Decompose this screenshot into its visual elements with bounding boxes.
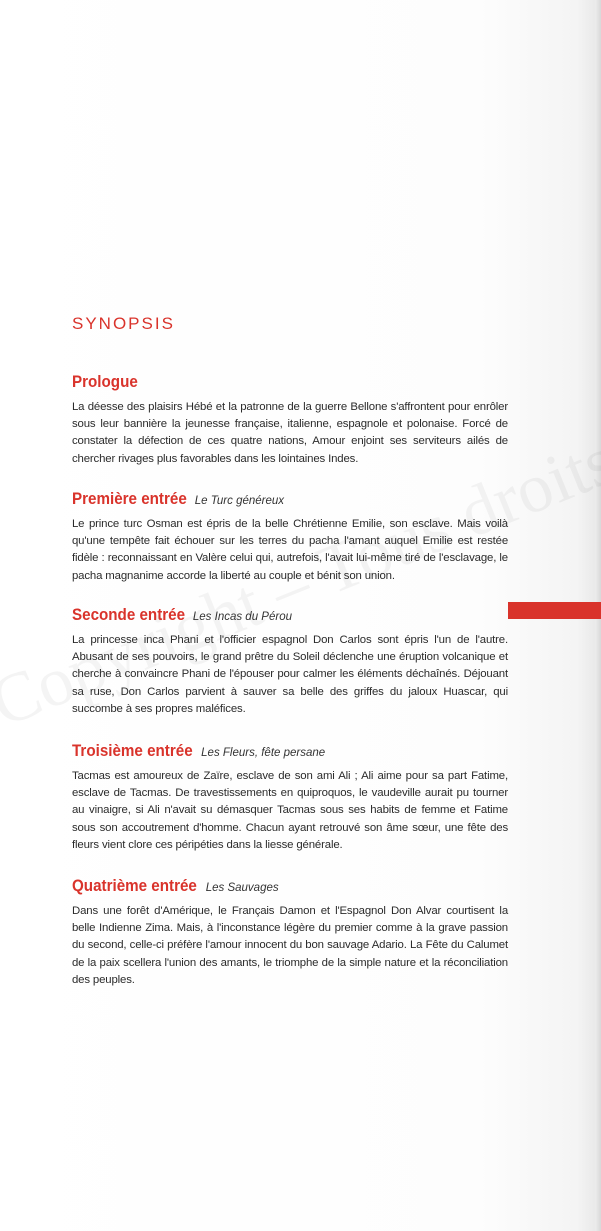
section-subtitle: Les Fleurs, fête persane <box>201 747 326 759</box>
section-heading <box>72 373 508 392</box>
section-prologue <box>72 373 508 468</box>
section-premiere-entree <box>72 490 508 585</box>
section-subtitle: Les Incas du Pérou <box>192 611 292 623</box>
section-text: Le prince turc Osman est épris de la belle Chrétienne Emilie, son esclave. Mais voilà qu'une tempête fait échouer sur les terres du pacha l'amant auquel Emilie est restée fidèle : reconnaissant en Valère celui qui, autrefois, l'avait lui-même tiré de l'esclavage, le pacha magnanime accorde la liberté au couple et bénit son union. <box>72 518 508 582</box>
page-title: SYNOPSIS <box>72 314 175 333</box>
section-heading <box>72 742 508 761</box>
section-title: Seconde entrée <box>72 606 186 624</box>
red-marker-tab <box>508 602 601 619</box>
section-text: Dans une forêt d'Amérique, le Français Damon et l'Espagnol Don Alvar courtisent la belle Indienne Zima. Mais, à l'inconstance légère du premier comme à la grave passion du second, celle-ci préfère l'amour innocent du bon sauvage Adario. La Fête du Calumet de la paix scellera l'union des amants, le triomphe de la simple nature et la réconciliation des peuples. <box>72 905 508 986</box>
section-title: Première entrée <box>72 490 187 508</box>
section-text: Tacmas est amoureux de Zaïre, esclave de son ami Ali ; Ali aime pour sa part Fatime, esclave de Tacmas. De travestissements en quiproquos, le vaudeville aurait pu tourner au vinaigre, si Ali n'avait su démasquer Tacmas sous ses habits de femme et Fatime sous son accoutrement d'homme. Chacun ayant retrouvé son âme sœur, une fête des fleurs vient clore ces péripéties dans la liesse générale. <box>72 770 508 851</box>
section-title: Quatrième entrée <box>72 877 197 895</box>
section-title: Prologue <box>72 373 138 391</box>
section-quatrieme-entree <box>72 877 508 989</box>
section-seconde-entree <box>72 606 508 718</box>
section-text: La princesse inca Phani et l'officier espagnol Don Carlos sont épris l'un de l'autre. Abusant de ses pouvoirs, le grand prêtre du Soleil déclenche une éruption volcanique et cherche à convaincre Phani de l'épouser pour calmer les éléments déchaînés. Déjouant sa ruse, Don Carlos parvient à sauver sa belle des griffes du jaloux Huascar, qui succombe à ses propres maléfices. <box>72 634 508 715</box>
section-heading <box>72 606 508 625</box>
section-title: Troisième entrée <box>72 742 193 760</box>
section-troisieme-entree <box>72 742 508 854</box>
section-text: La déesse des plaisirs Hébé et la patronne de la guerre Bellone s'affrontent pour enrôler sous leur bannière la jeunesse française, italienne, espagnole et polonaise. Forcé de constater la défection de ces quatre nations, Amour enjoint ses serviteurs ailés de chercher rivages plus favorables dans les lointaines Indes. <box>72 401 508 465</box>
section-subtitle: Les Sauvages <box>205 882 279 894</box>
section-heading <box>72 877 508 896</box>
section-heading <box>72 490 508 509</box>
section-subtitle: Le Turc généreux <box>194 495 285 507</box>
